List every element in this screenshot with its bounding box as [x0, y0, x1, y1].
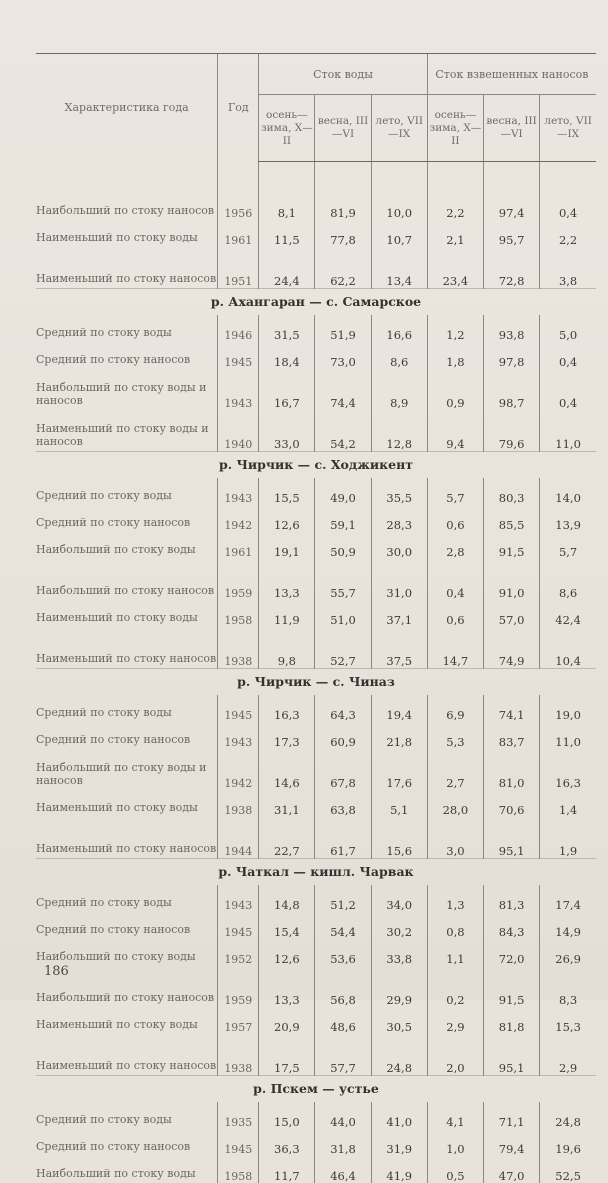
runoff-distribution-table [36, 53, 596, 1183]
row-characteristic: Наибольший по стоку воды и наносов [36, 760, 207, 787]
cell-water-summer: 24,8 [371, 1034, 427, 1076]
table-row [36, 369, 596, 410]
cell-sediment-spring: 70,6 [484, 790, 540, 817]
section-header [36, 668, 596, 695]
cell-water-autumn-winter: 15,5 [259, 478, 315, 505]
table-row [36, 1102, 596, 1129]
row-year: 1935 [218, 1102, 259, 1129]
cell-water-spring: 77,8 [315, 220, 371, 247]
table-row [36, 749, 596, 790]
cell-water-spring: 64,3 [315, 695, 371, 722]
row-year: 1951 [218, 247, 259, 289]
cell-water-autumn-winter: 19,1 [259, 532, 315, 559]
cell-water-summer: 16,6 [371, 315, 427, 342]
cell-sediment-summer: 11,0 [540, 722, 596, 749]
cell-sediment-autumn-winter: 0,5 [427, 1156, 483, 1183]
row-year: 1961 [218, 532, 259, 559]
cell-sediment-spring: 98,7 [484, 369, 540, 410]
cell-sediment-spring: 91,5 [484, 966, 540, 1007]
cell-sediment-autumn-winter: 28,0 [427, 790, 483, 817]
row-year: 1956 [218, 179, 259, 220]
row-year: 1944 [218, 817, 259, 859]
cell-water-spring: 51,2 [315, 885, 371, 912]
cell-water-summer: 8,9 [371, 369, 427, 410]
cell-sediment-summer: 52,5 [540, 1156, 596, 1183]
cell-sediment-autumn-winter: 1,8 [427, 342, 483, 369]
cell-water-summer: 15,6 [371, 817, 427, 859]
cell-water-autumn-winter: 24,4 [259, 247, 315, 289]
row-year: 1942 [218, 505, 259, 532]
spacer-cell [315, 162, 371, 179]
table-row [36, 315, 596, 342]
cell-water-spring: 61,7 [315, 817, 371, 859]
spacer-row [36, 162, 596, 179]
row-year: 1942 [218, 749, 259, 790]
cell-sediment-spring: 80,3 [484, 478, 540, 505]
cell-sediment-spring: 83,7 [484, 722, 540, 749]
cell-sediment-autumn-winter: 14,7 [427, 627, 483, 669]
cell-sediment-spring: 91,0 [484, 559, 540, 600]
row-characteristic: Наибольший по стоку воды и наносов [36, 380, 207, 407]
cell-sediment-spring: 95,7 [484, 220, 540, 247]
row-year: 1943 [218, 722, 259, 749]
cell-sediment-summer: 24,8 [540, 1102, 596, 1129]
row-characteristic: Наименьший по стоку наносов [36, 651, 217, 665]
cell-sediment-autumn-winter: 9,4 [427, 410, 483, 452]
cell-sediment-summer: 2,2 [540, 220, 596, 247]
cell-water-summer: 8,6 [371, 342, 427, 369]
cell-water-summer: 12,8 [371, 410, 427, 452]
cell-sediment-summer: 0,4 [540, 179, 596, 220]
row-characteristic: Наибольший по стоку воды [36, 1166, 196, 1180]
cell-sediment-autumn-winter: 6,9 [427, 695, 483, 722]
cell-sediment-summer: 10,4 [540, 627, 596, 669]
cell-water-autumn-winter: 13,3 [259, 559, 315, 600]
spacer-cell [36, 162, 218, 179]
cell-sediment-summer: 11,0 [540, 410, 596, 452]
river-station-title: р. Чирчик — с. Ходжикент [36, 451, 596, 478]
header-water-autumn-winter: осень—зима, X—II [259, 95, 315, 162]
cell-sediment-spring: 95,1 [484, 1034, 540, 1076]
cell-water-spring: 62,2 [315, 247, 371, 289]
row-year: 1952 [218, 939, 259, 966]
cell-sediment-summer: 5,0 [540, 315, 596, 342]
cell-sediment-spring: 81,3 [484, 885, 540, 912]
cell-sediment-spring: 97,8 [484, 342, 540, 369]
cell-water-autumn-winter: 18,4 [259, 342, 315, 369]
header-water-runoff: Сток воды [259, 54, 428, 95]
row-characteristic: Наименьший по стоку воды [36, 610, 198, 624]
cell-water-summer: 30,5 [371, 1007, 427, 1034]
row-characteristic: Наибольший по стоку наносов [36, 583, 215, 597]
row-characteristic: Наименьший по стоку наносов [36, 271, 217, 285]
row-characteristic: Наибольший по стоку воды [36, 949, 196, 963]
row-characteristic: Средний по стоку воды [36, 1112, 172, 1126]
header-year: Год [218, 54, 259, 162]
cell-sediment-summer: 26,9 [540, 939, 596, 966]
cell-water-spring: 51,0 [315, 600, 371, 627]
row-year: 1943 [218, 478, 259, 505]
cell-water-spring: 74,4 [315, 369, 371, 410]
cell-water-autumn-winter: 31,1 [259, 790, 315, 817]
cell-sediment-autumn-winter: 0,8 [427, 912, 483, 939]
row-characteristic: Наибольший по стоку воды [36, 542, 196, 556]
row-characteristic: Средний по стоку воды [36, 325, 172, 339]
cell-water-spring: 51,9 [315, 315, 371, 342]
cell-sediment-spring: 84,3 [484, 912, 540, 939]
cell-water-summer: 5,1 [371, 790, 427, 817]
header-sediment-runoff: Сток взвешенных наносов [427, 54, 596, 95]
row-year: 1945 [218, 1129, 259, 1156]
cell-water-autumn-winter: 17,5 [259, 1034, 315, 1076]
cell-sediment-spring: 72,8 [484, 247, 540, 289]
row-characteristic: Средний по стоку наносов [36, 1139, 191, 1153]
cell-water-spring: 31,8 [315, 1129, 371, 1156]
cell-water-autumn-winter: 16,7 [259, 369, 315, 410]
cell-water-spring: 56,8 [315, 966, 371, 1007]
row-year: 1957 [218, 1007, 259, 1034]
cell-sediment-spring: 74,9 [484, 627, 540, 669]
table-row [36, 912, 596, 939]
row-year: 1958 [218, 600, 259, 627]
table-row [36, 478, 596, 505]
cell-sediment-autumn-winter: 2,2 [427, 179, 483, 220]
river-station-title: р. Пскем — устье [36, 1075, 596, 1102]
cell-water-summer: 34,0 [371, 885, 427, 912]
table-row [36, 505, 596, 532]
header-water-spring: весна, III—VI [315, 95, 371, 162]
cell-water-autumn-winter: 17,3 [259, 722, 315, 749]
cell-water-autumn-winter: 11,9 [259, 600, 315, 627]
cell-water-spring: 60,9 [315, 722, 371, 749]
cell-sediment-summer: 13,9 [540, 505, 596, 532]
cell-sediment-autumn-winter: 5,7 [427, 478, 483, 505]
cell-water-spring: 57,7 [315, 1034, 371, 1076]
cell-sediment-summer: 19,6 [540, 1129, 596, 1156]
cell-water-summer: 10,0 [371, 179, 427, 220]
cell-sediment-summer: 14,9 [540, 912, 596, 939]
cell-water-summer: 28,3 [371, 505, 427, 532]
row-characteristic: Наименьший по стоку воды [36, 230, 198, 244]
table-row [36, 1156, 596, 1183]
cell-sediment-autumn-winter: 1,2 [427, 315, 483, 342]
cell-water-summer: 13,4 [371, 247, 427, 289]
row-year: 1938 [218, 1034, 259, 1076]
row-year: 1945 [218, 695, 259, 722]
cell-water-spring: 52,7 [315, 627, 371, 669]
table-row [36, 722, 596, 749]
table-body [36, 162, 596, 1183]
cell-water-spring: 59,1 [315, 505, 371, 532]
row-year: 1938 [218, 790, 259, 817]
spacer-cell [218, 162, 259, 179]
table-row [36, 410, 596, 452]
cell-water-autumn-winter: 12,6 [259, 939, 315, 966]
cell-water-summer: 37,1 [371, 600, 427, 627]
cell-sediment-autumn-winter: 2,0 [427, 1034, 483, 1076]
cell-sediment-summer: 1,9 [540, 817, 596, 859]
table-row [36, 790, 596, 817]
cell-water-summer: 41,9 [371, 1156, 427, 1183]
row-characteristic: Наименьший по стоку наносов [36, 841, 217, 855]
table-row [36, 342, 596, 369]
cell-water-summer: 31,0 [371, 559, 427, 600]
cell-sediment-spring: 79,6 [484, 410, 540, 452]
cell-water-summer: 17,6 [371, 749, 427, 790]
table-row [36, 1007, 596, 1034]
cell-water-summer: 37,5 [371, 627, 427, 669]
cell-water-spring: 67,8 [315, 749, 371, 790]
table-row [36, 695, 596, 722]
cell-sediment-autumn-winter: 1,3 [427, 885, 483, 912]
row-characteristic: Наименьший по стоку воды [36, 800, 198, 814]
cell-sediment-spring: 71,1 [484, 1102, 540, 1129]
cell-water-spring: 55,7 [315, 559, 371, 600]
cell-sediment-spring: 47,0 [484, 1156, 540, 1183]
row-characteristic: Средний по стоку наносов [36, 352, 191, 366]
row-characteristic: Наименьший по стоку воды [36, 1017, 198, 1031]
cell-water-autumn-winter: 15,0 [259, 1102, 315, 1129]
cell-sediment-spring: 81,8 [484, 1007, 540, 1034]
table-row [36, 179, 596, 220]
header-sediment-spring: весна, III—VI [484, 95, 540, 162]
header-sediment-autumn-winter: осень—зима, X—II [427, 95, 483, 162]
cell-water-spring: 54,2 [315, 410, 371, 452]
row-year: 1946 [218, 315, 259, 342]
cell-sediment-summer: 8,6 [540, 559, 596, 600]
cell-water-spring: 73,0 [315, 342, 371, 369]
cell-sediment-autumn-winter: 0,9 [427, 369, 483, 410]
cell-sediment-autumn-winter: 2,9 [427, 1007, 483, 1034]
cell-sediment-autumn-winter: 0,6 [427, 505, 483, 532]
cell-water-autumn-winter: 20,9 [259, 1007, 315, 1034]
table-row [36, 600, 596, 627]
cell-sediment-autumn-winter: 0,2 [427, 966, 483, 1007]
cell-sediment-spring: 72,0 [484, 939, 540, 966]
cell-sediment-spring: 85,5 [484, 505, 540, 532]
page-number: 186 [44, 964, 69, 979]
cell-water-autumn-winter: 15,4 [259, 912, 315, 939]
table-row [36, 627, 596, 669]
cell-sediment-summer: 3,8 [540, 247, 596, 289]
cell-water-spring: 48,6 [315, 1007, 371, 1034]
river-station-title: р. Ахангаран — с. Самарское [36, 288, 596, 315]
table-row [36, 220, 596, 247]
cell-water-spring: 50,9 [315, 532, 371, 559]
cell-sediment-summer: 42,4 [540, 600, 596, 627]
section-header [36, 288, 596, 315]
cell-water-spring: 49,0 [315, 478, 371, 505]
cell-water-summer: 30,2 [371, 912, 427, 939]
row-year: 1943 [218, 885, 259, 912]
row-year: 1959 [218, 966, 259, 1007]
cell-sediment-spring: 95,1 [484, 817, 540, 859]
cell-water-spring: 53,6 [315, 939, 371, 966]
row-characteristic: Наименьший по стоку воды и наносов [36, 421, 209, 448]
cell-sediment-spring: 57,0 [484, 600, 540, 627]
cell-sediment-summer: 19,0 [540, 695, 596, 722]
table-row [36, 1129, 596, 1156]
cell-water-summer: 10,7 [371, 220, 427, 247]
cell-sediment-summer: 0,4 [540, 369, 596, 410]
cell-sediment-spring: 93,8 [484, 315, 540, 342]
row-characteristic: Средний по стоку воды [36, 488, 172, 502]
row-characteristic: Средний по стоку воды [36, 895, 172, 909]
cell-water-autumn-winter: 12,6 [259, 505, 315, 532]
cell-sediment-autumn-winter: 2,7 [427, 749, 483, 790]
cell-water-autumn-winter: 11,5 [259, 220, 315, 247]
cell-sediment-autumn-winter: 0,4 [427, 559, 483, 600]
cell-sediment-autumn-winter: 2,1 [427, 220, 483, 247]
cell-water-autumn-winter: 22,7 [259, 817, 315, 859]
table-row [36, 559, 596, 600]
cell-sediment-summer: 16,3 [540, 749, 596, 790]
table-row [36, 885, 596, 912]
cell-water-spring: 46,4 [315, 1156, 371, 1183]
row-characteristic: Средний по стоку воды [36, 705, 172, 719]
cell-sediment-summer: 0,4 [540, 342, 596, 369]
cell-sediment-spring: 91,5 [484, 532, 540, 559]
cell-water-autumn-winter: 31,5 [259, 315, 315, 342]
river-station-title: р. Чирчик — с. Чиназ [36, 668, 596, 695]
section-header [36, 1075, 596, 1102]
cell-sediment-autumn-winter: 1,0 [427, 1129, 483, 1156]
table-row [36, 532, 596, 559]
header-characteristic: Характеристика года [36, 54, 218, 162]
cell-sediment-autumn-winter: 5,3 [427, 722, 483, 749]
spacer-cell [540, 162, 596, 179]
cell-water-autumn-winter: 13,3 [259, 966, 315, 1007]
cell-water-spring: 63,8 [315, 790, 371, 817]
cell-water-summer: 33,8 [371, 939, 427, 966]
table-row [36, 1034, 596, 1076]
table-row [36, 939, 596, 966]
row-characteristic: Средний по стоку наносов [36, 515, 191, 529]
table-row [36, 817, 596, 859]
header-sediment-summer: лето, VII—IX [540, 95, 596, 162]
spacer-cell [371, 162, 427, 179]
row-year: 1959 [218, 559, 259, 600]
row-characteristic: Наибольший по стоку наносов [36, 990, 215, 1004]
cell-sediment-summer: 1,4 [540, 790, 596, 817]
cell-sediment-summer: 8,3 [540, 966, 596, 1007]
cell-water-summer: 30,0 [371, 532, 427, 559]
cell-water-summer: 19,4 [371, 695, 427, 722]
row-characteristic: Средний по стоку наносов [36, 922, 191, 936]
spacer-cell [484, 162, 540, 179]
spacer-cell [427, 162, 483, 179]
row-year: 1940 [218, 410, 259, 452]
row-characteristic: Наибольший по стоку наносов [36, 203, 215, 217]
cell-water-autumn-winter: 14,6 [259, 749, 315, 790]
cell-water-spring: 54,4 [315, 912, 371, 939]
cell-water-summer: 29,9 [371, 966, 427, 1007]
river-station-title: р. Чаткал — кишл. Чарвак [36, 858, 596, 885]
cell-sediment-autumn-winter: 4,1 [427, 1102, 483, 1129]
cell-sediment-spring: 79,4 [484, 1129, 540, 1156]
cell-sediment-spring: 74,1 [484, 695, 540, 722]
cell-sediment-summer: 17,4 [540, 885, 596, 912]
cell-water-autumn-winter: 8,1 [259, 179, 315, 220]
cell-water-autumn-winter: 33,0 [259, 410, 315, 452]
cell-sediment-autumn-winter: 1,1 [427, 939, 483, 966]
row-year: 1958 [218, 1156, 259, 1183]
row-characteristic: Средний по стоку наносов [36, 732, 191, 746]
table-row [36, 966, 596, 1007]
cell-water-autumn-winter: 16,3 [259, 695, 315, 722]
section-header [36, 858, 596, 885]
cell-water-autumn-winter: 11,7 [259, 1156, 315, 1183]
cell-sediment-summer: 5,7 [540, 532, 596, 559]
header-water-summer: лето, VII—IX [371, 95, 427, 162]
cell-sediment-summer: 14,0 [540, 478, 596, 505]
cell-sediment-summer: 15,3 [540, 1007, 596, 1034]
cell-sediment-spring: 81,0 [484, 749, 540, 790]
cell-sediment-autumn-winter: 23,4 [427, 247, 483, 289]
section-header [36, 451, 596, 478]
spacer-cell [259, 162, 315, 179]
cell-sediment-autumn-winter: 3,0 [427, 817, 483, 859]
cell-water-spring: 81,9 [315, 179, 371, 220]
row-year: 1945 [218, 342, 259, 369]
row-year: 1943 [218, 369, 259, 410]
cell-water-summer: 35,5 [371, 478, 427, 505]
table-row [36, 247, 596, 289]
cell-water-summer: 21,8 [371, 722, 427, 749]
cell-water-spring: 44,0 [315, 1102, 371, 1129]
row-year: 1945 [218, 912, 259, 939]
cell-water-summer: 41,0 [371, 1102, 427, 1129]
cell-water-autumn-winter: 36,3 [259, 1129, 315, 1156]
cell-sediment-autumn-winter: 0,6 [427, 600, 483, 627]
cell-sediment-spring: 97,4 [484, 179, 540, 220]
row-year: 1961 [218, 220, 259, 247]
cell-sediment-summer: 2,9 [540, 1034, 596, 1076]
cell-sediment-autumn-winter: 2,8 [427, 532, 483, 559]
cell-water-autumn-winter: 9,8 [259, 627, 315, 669]
cell-water-summer: 31,9 [371, 1129, 427, 1156]
cell-water-autumn-winter: 14,8 [259, 885, 315, 912]
row-characteristic: Наименьший по стоку наносов [36, 1058, 217, 1072]
row-year: 1938 [218, 627, 259, 669]
